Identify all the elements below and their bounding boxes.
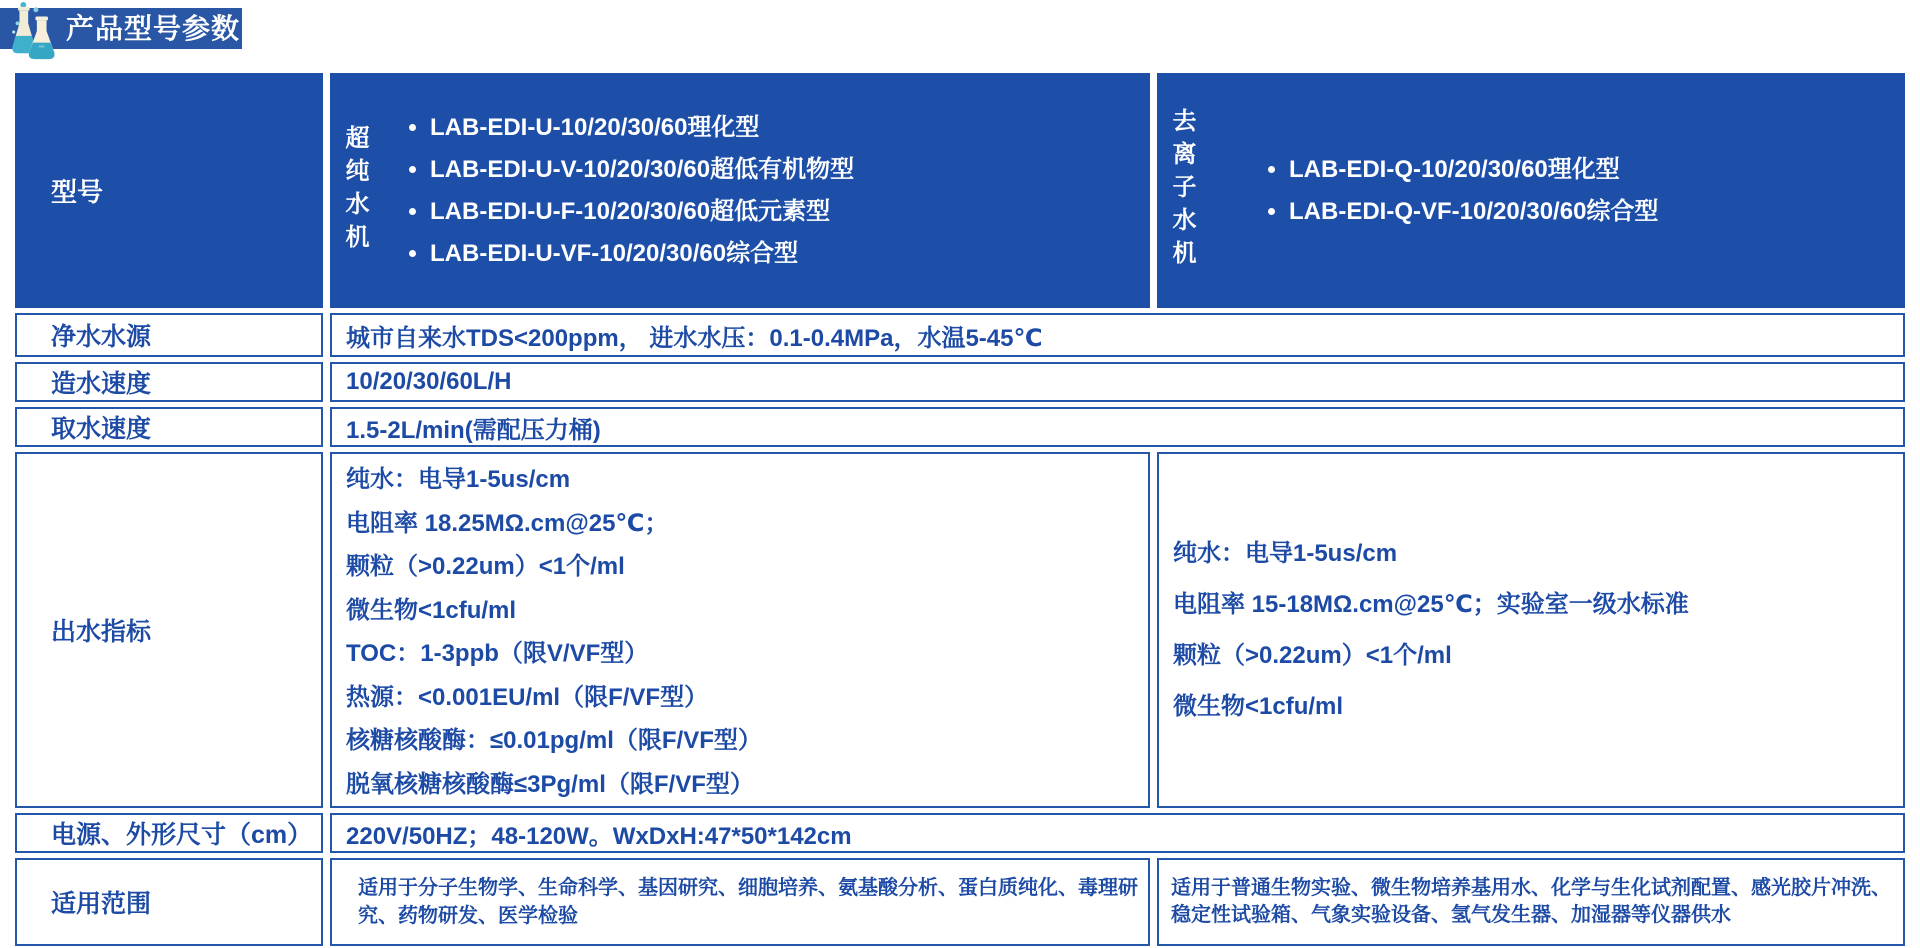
- spec-line: 纯水：电导1-5us/cm: [346, 466, 571, 493]
- model-list-item: • LAB-EDI-U-VF-10/20/30/60综合型: [430, 233, 1148, 275]
- table-row-production-rate: [15, 362, 1905, 402]
- ultrapure-application-value: 适用于分子生物学、生命科学、基因研究、细胞培养、氨基酸分析、蛋白质纯化、毒理研究、药物研发、医学检验: [330, 858, 1150, 946]
- section-title: 产品型号参数: [66, 13, 241, 44]
- table-row-application: [15, 858, 1905, 946]
- spec-line: 电阻率 15-18MΩ.cm@25℃；实验室一级水标准: [1173, 591, 1689, 618]
- deionized-models-cell: [1157, 73, 1905, 308]
- table-row-dispense-rate: [15, 407, 1905, 447]
- row-label-dispense-rate: 取水速度: [15, 407, 323, 447]
- production-rate-value: 10/20/30/60L/H: [330, 362, 1905, 402]
- ultrapure-quality-cell: [330, 452, 1150, 808]
- spec-line: 微生物<1cfu/ml: [1173, 693, 1344, 720]
- deionized-quality-lines: [1173, 528, 1903, 732]
- deionized-quality-cell: [1157, 452, 1905, 808]
- ultrapure-models-cell: [330, 73, 1150, 308]
- deionized-application-value: 适用于普通生物实验、微生物培养基用水、化学与生化试剂配置、感光胶片冲洗、稳定性试验箱、气象实验设备、氢气发生器、加湿器等仪器供水: [1157, 858, 1905, 946]
- model-list-item: • LAB-EDI-U-F-10/20/30/60超低元素型: [430, 191, 1148, 233]
- spec-line: 颗粒（>0.22um）<1个/ml: [1173, 642, 1452, 669]
- spec-line: 热源：<0.001EU/ml（限F/VF型）: [346, 683, 709, 711]
- spec-line: TOC：1-3ppb（限V/VF型）: [346, 640, 649, 667]
- deionized-model-list: [1289, 149, 1903, 233]
- table-row-water-source: [15, 313, 1905, 357]
- spec-line: 脱氧核糖核酸酶≤3Pg/ml（限F/VF型）: [346, 770, 754, 798]
- flask-icon: [4, 0, 62, 65]
- row-label-model: 型号: [15, 73, 323, 308]
- ultrapure-model-list: [430, 107, 1148, 275]
- table-row-model: [15, 73, 1905, 308]
- spec-line: 电阻率 18.25MΩ.cm@25℃；: [346, 509, 669, 537]
- row-label-application: 适用范围: [15, 858, 323, 946]
- power-dimensions-value: 220V/50HZ；48-120W。WxDxH:47*50*142cm: [330, 813, 1905, 853]
- table-row-output-quality: [15, 452, 1905, 808]
- model-list-item: • LAB-EDI-U-V-10/20/30/60超低有机物型: [430, 149, 1148, 191]
- spec-line: 微生物<1cfu/ml: [346, 596, 517, 624]
- row-label-production-rate: 造水速度: [15, 362, 323, 402]
- ultrapure-quality-lines: [346, 454, 1148, 806]
- row-label-output-quality: 出水指标: [15, 452, 323, 808]
- model-list-item: • LAB-EDI-Q-10/20/30/60理化型: [1289, 149, 1903, 191]
- product-spec-table: [8, 68, 1912, 948]
- table-row-power-dimensions: [15, 813, 1905, 853]
- model-list-item: • LAB-EDI-U-10/20/30/60理化型: [430, 107, 1148, 149]
- row-label-water-source: 净水水源: [15, 313, 323, 357]
- spec-line: 颗粒（>0.22um）<1个/ml: [346, 553, 625, 580]
- water-source-value: 城市自来水TDS<200ppm， 进水水压：0.1-0.4MPa，水温5-45℃: [330, 313, 1905, 357]
- dispense-rate-value: 1.5-2L/min(需配压力桶): [330, 407, 1905, 447]
- row-label-power-dimensions: 电源、外形尺寸（cm）: [15, 813, 323, 853]
- section-title-badge: [0, 8, 242, 49]
- spec-line: 纯水：电导1-5us/cm: [1173, 540, 1398, 567]
- model-list-item: • LAB-EDI-Q-VF-10/20/30/60综合型: [1289, 191, 1903, 233]
- deionized-category-label: 去离子水机: [1168, 108, 1195, 273]
- ultrapure-category-label: 超纯水机: [341, 124, 368, 257]
- spec-line: 核糖核酸酶：≤0.01pg/ml（限F/VF型）: [346, 727, 762, 754]
